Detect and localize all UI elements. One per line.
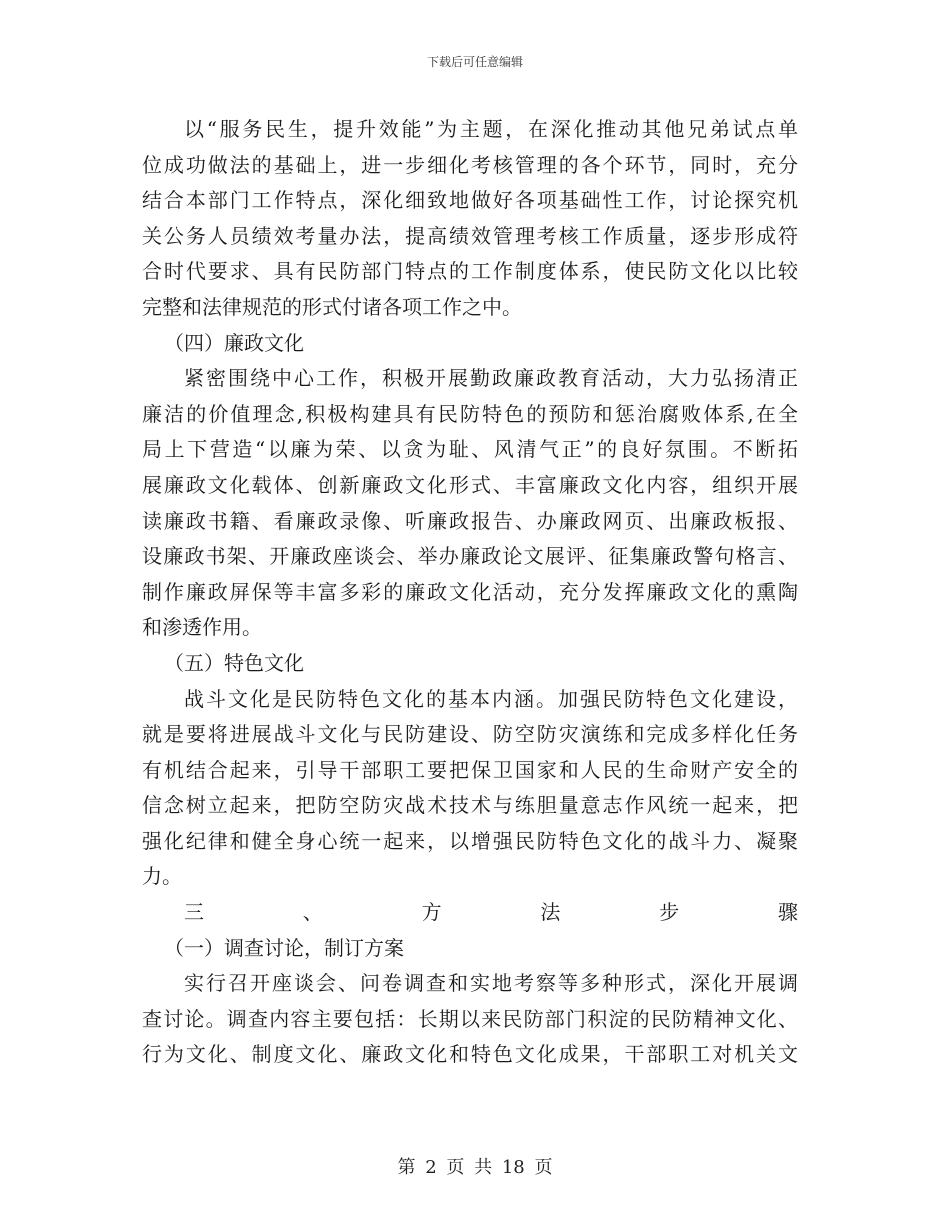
page-footer: 第 2 页 共 18 页	[397, 1157, 553, 1178]
paragraph-line: 局上下营造“以廉为荣、以贪为耻、风清气正”的良好氛围。不断拓	[142, 437, 798, 462]
paragraph-line: 强化纪律和健全身心统一起来，以增强民防特色文化的战斗力、凝聚	[142, 828, 798, 853]
paragraph-line: 查讨论。调查内容主要包括：长期以来民防部门积淀的民防精神文化、	[142, 1006, 798, 1031]
paragraph-line: 廉洁的价值理念,积极构建具有民防特色的预防和惩治腐败体系,在全	[142, 401, 798, 426]
paragraph-line: 行为文化、制度文化、廉政文化和特色文化成果，干部职工对机关文	[142, 1042, 798, 1067]
paragraph-line: 展廉政文化载体、创新廉政文化形式、丰富廉政文化内容，组织开展	[142, 472, 798, 497]
paragraph-line: 以“服务民生，提升效能”为主题，在深化推动其他兄弟试点单	[184, 117, 798, 141]
paragraph-line: 有机结合起来，引导干部职工要把保卫国家和人民的生命财产安全的	[142, 757, 798, 782]
paragraph-line: 就是要将进展战斗文化与民防建设、防空防灾演练和完成多样化任务	[142, 722, 798, 747]
section-heading: （五）特色文化	[164, 650, 304, 675]
paragraph-line: 紧密围绕中心工作，积极开展勤政廉政教育活动，大力弘扬清正	[184, 366, 798, 391]
paragraph-line: 制作廉政屏保等丰富多彩的廉政文化活动，充分发挥廉政文化的熏陶	[142, 579, 798, 604]
paragraph-line: 合时代要求、具有民防部门特点的工作制度体系，使民防文化以比较	[142, 259, 798, 284]
paragraph-line: 和渗透作用。	[142, 615, 262, 640]
paragraph-line: 设廉政书架、开廉政座谈会、举办廉政论文展评、征集廉政警句格言、	[142, 544, 798, 569]
document-body	[142, 112, 798, 1073]
paragraph-line: 实行召开座谈会、问卷调查和实地考察等多种形式，深化开展调	[184, 971, 798, 996]
paragraph-line: 位成功做法的基础上，进一步细化考核管理的各个环节，同时，充分	[142, 152, 798, 177]
paragraph-line: 读廉政书籍、看廉政录像、听廉政报告、办廉政网页、出廉政板报、	[142, 508, 798, 533]
paragraph-line: 完整和法律规范的形式付诸各项工作之中。	[142, 294, 522, 319]
paragraph-line: 信念树立起来，把防空防灾战术技术与练胆量意志作风统一起来，把	[142, 793, 798, 818]
paragraph-line: 力。	[142, 864, 182, 889]
paragraph-line: 结合本部门工作特点，深化细致地做好各项基础性工作，讨论探究机	[142, 188, 798, 213]
section-heading: （四）廉政文化	[164, 330, 304, 355]
paragraph-line: 关公务人员绩效考量办法，提高绩效管理考核工作质量，逐步形成符	[142, 223, 798, 248]
page-header: 下载后可任意编辑	[426, 55, 523, 69]
paragraph-line: 三、方法步骤	[184, 900, 798, 925]
paragraph-line: 战斗文化是民防特色文化的基本内涵。加强民防特色文化建设，	[184, 686, 798, 711]
section-heading: （一）调查讨论，制订方案	[164, 935, 404, 960]
